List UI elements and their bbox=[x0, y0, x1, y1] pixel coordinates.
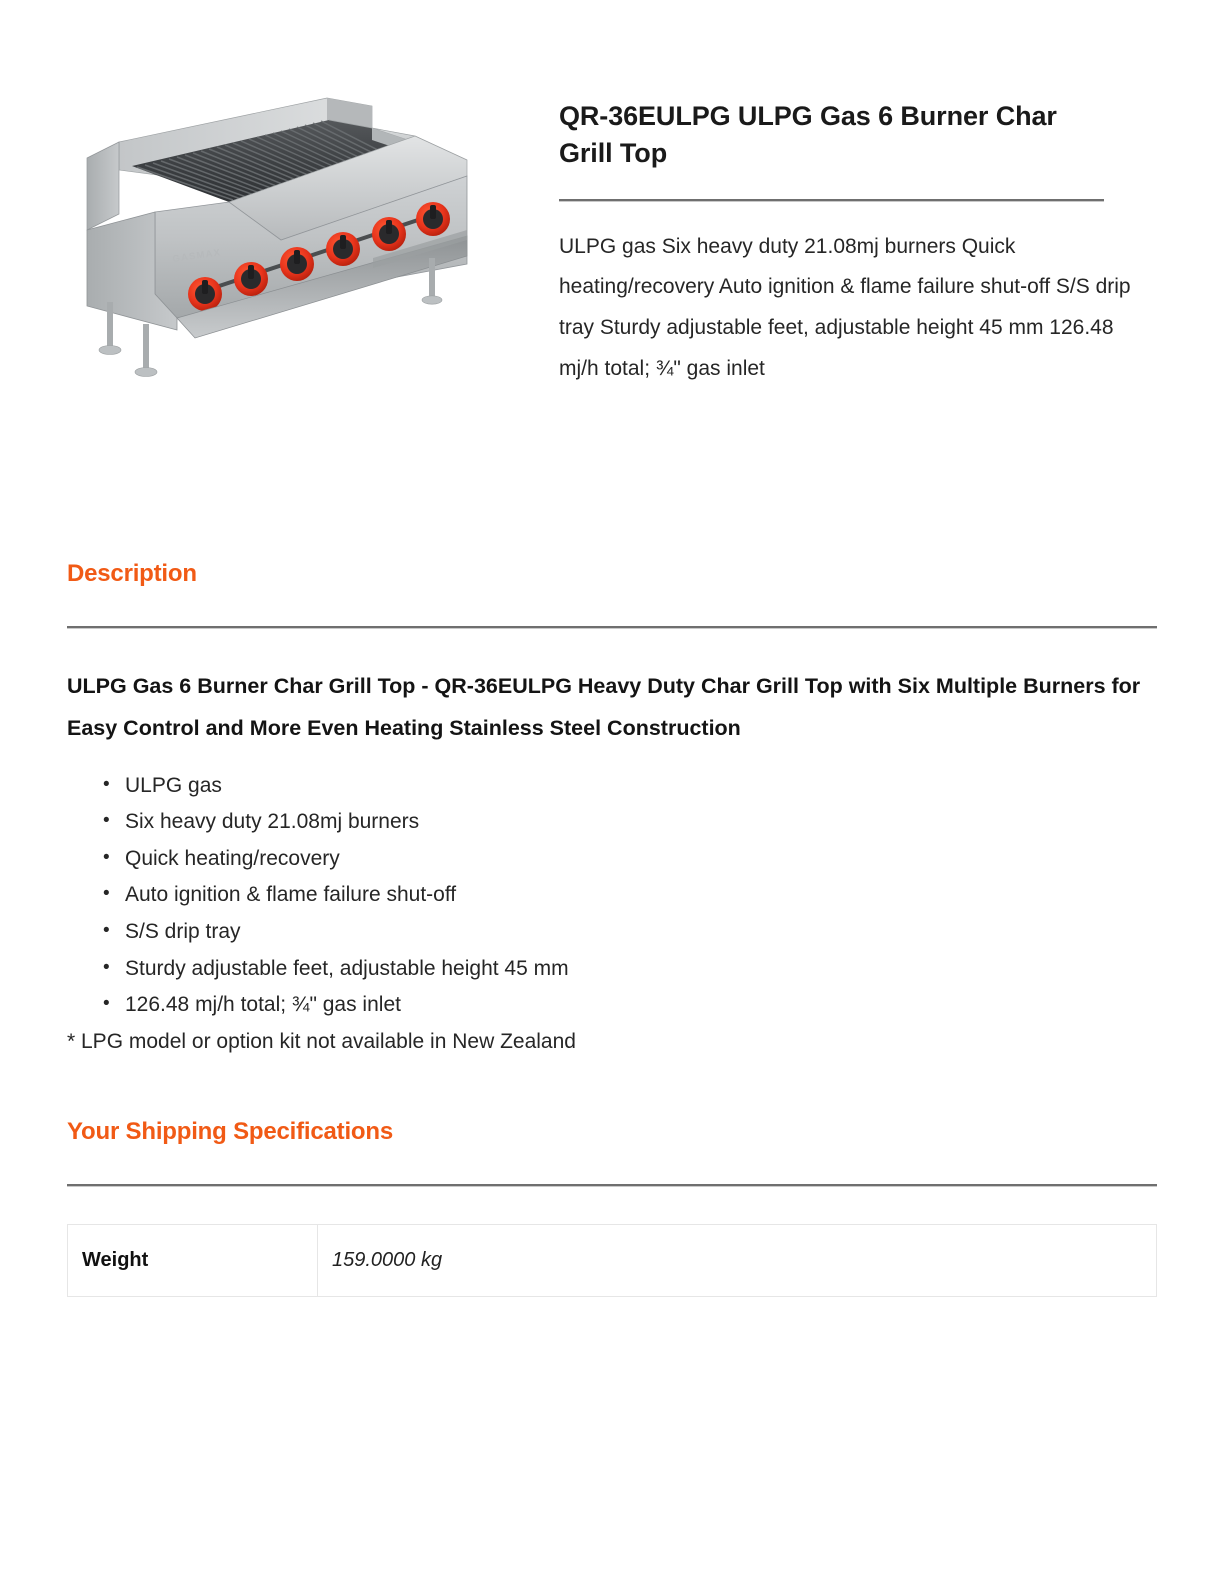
product-short-description: ULPG gas Six heavy duty 21.08mj burners Quick heating/recovery Auto ignition & flame failure shut-off S/S drip tray Sturdy adjustable feet, adjustable height 45 mm 126.48 mj/h total; ¾" gas inlet bbox=[559, 234, 1131, 381]
burner-knob-2[interactable] bbox=[234, 262, 268, 296]
spec-label: Weight bbox=[68, 1225, 318, 1297]
list-item: • Auto ignition & flame failure shut-off bbox=[125, 877, 1157, 914]
page-title: QR-36EULPG ULPG Gas 6 Burner Char Grill Top bbox=[559, 101, 1057, 169]
description-footnote: * LPG model or option kit not available in New Zealand bbox=[67, 1029, 576, 1053]
description-heading: Description bbox=[67, 560, 197, 587]
description-divider bbox=[67, 626, 1157, 628]
list-item: • S/S drip tray bbox=[125, 914, 1157, 951]
description-section bbox=[0, 560, 1224, 1060]
title-divider bbox=[559, 199, 1104, 201]
shipping-specifications-table bbox=[67, 1224, 1157, 1297]
brand-text: GASMAX bbox=[171, 247, 222, 265]
burner-knob-5[interactable] bbox=[372, 217, 406, 251]
product-title-block bbox=[537, 60, 1157, 390]
list-item: • 126.48 mj/h total; ¾" gas inlet bbox=[125, 987, 1157, 1024]
list-item: • ULPG gas bbox=[125, 768, 1157, 805]
burner-knob-3[interactable] bbox=[280, 247, 314, 281]
table-row bbox=[68, 1225, 1157, 1297]
shipping-specifications-heading: Your Shipping Specifications bbox=[67, 1118, 393, 1146]
feature-list bbox=[67, 768, 1157, 1024]
burner-knob-4[interactable] bbox=[326, 232, 360, 266]
list-item: • Quick heating/recovery bbox=[125, 841, 1157, 878]
product-hero bbox=[0, 0, 1224, 480]
spec-value: 159.0000 kg bbox=[318, 1225, 1157, 1297]
char-grill-illustration bbox=[77, 80, 507, 380]
burner-knob-6[interactable] bbox=[416, 202, 450, 236]
product-image bbox=[67, 60, 537, 480]
list-item: • Sturdy adjustable feet, adjustable height 45 mm bbox=[125, 951, 1157, 988]
list-item: • Six heavy duty 21.08mj burners bbox=[125, 804, 1157, 841]
description-lead: ULPG Gas 6 Burner Char Grill Top - QR-36EULPG Heavy Duty Char Grill Top with Six Multiple Burners for Easy Control and More Even Heating Stainless Steel Construction bbox=[67, 674, 1141, 740]
burner-knob-1[interactable] bbox=[188, 277, 222, 311]
shipping-divider bbox=[67, 1184, 1157, 1186]
grill-left-wall bbox=[87, 142, 119, 230]
shipping-specifications-section bbox=[0, 1118, 1224, 1297]
